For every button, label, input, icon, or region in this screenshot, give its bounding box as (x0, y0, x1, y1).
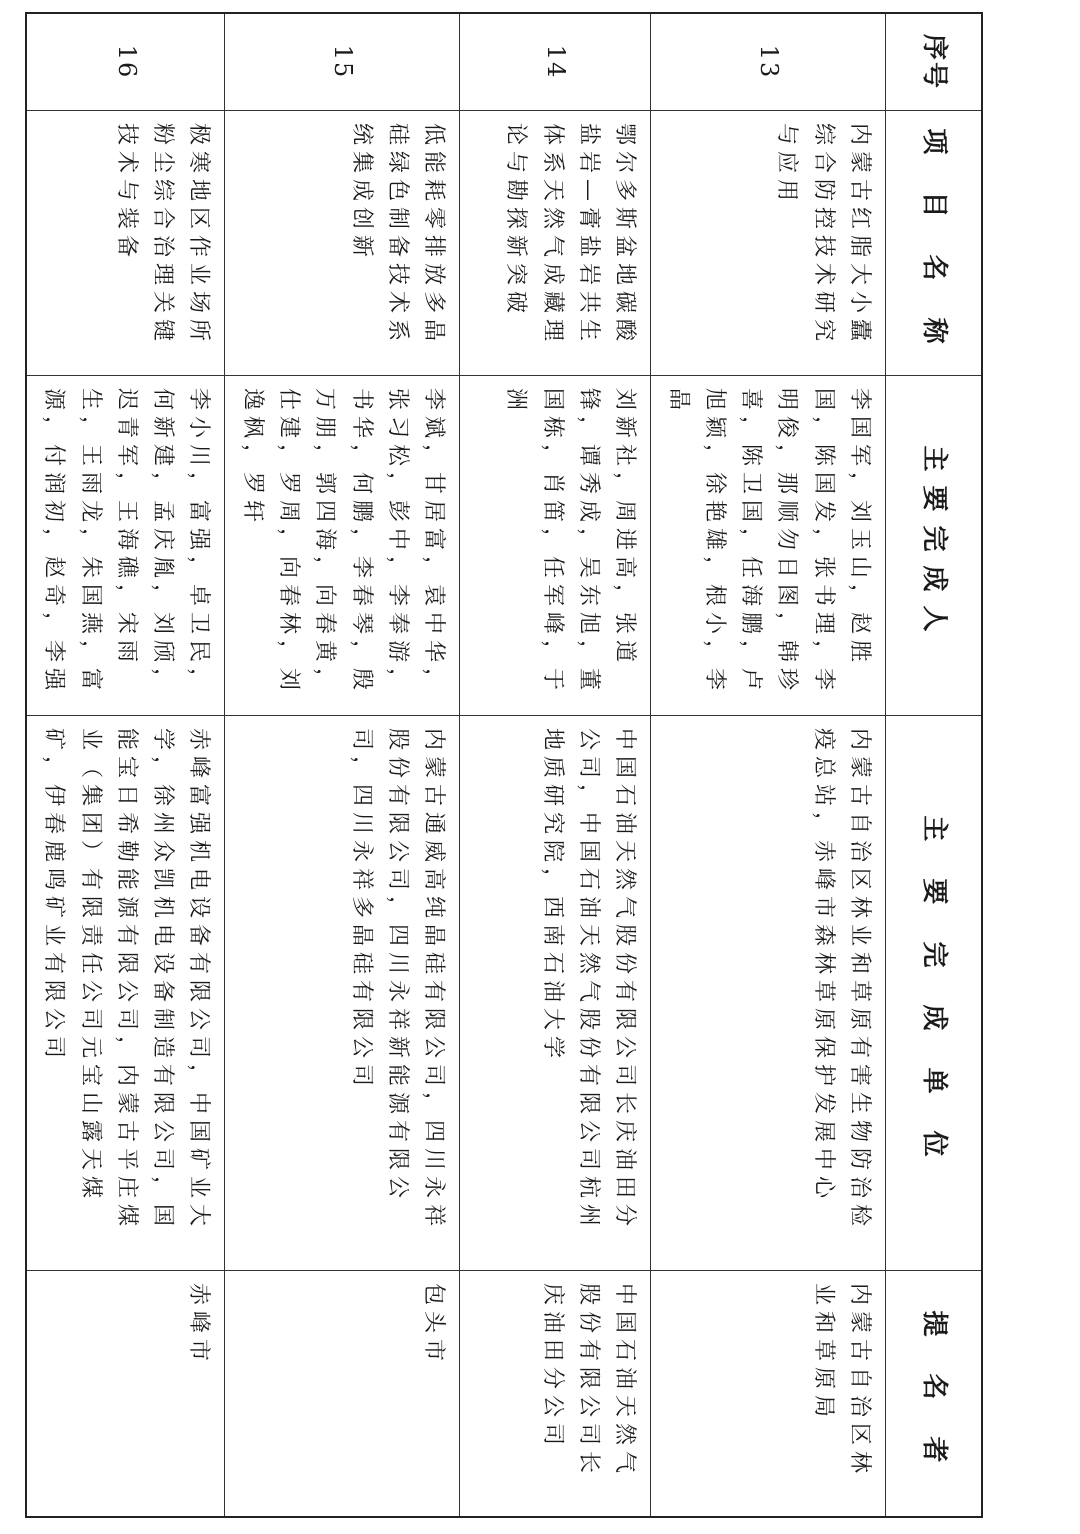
row-nominator: 赤峰市 (186, 1283, 212, 1368)
row-main-units: 中国石油天然气股份有限公司长庆油田分公司，中国石油天然气股份有限公司杭州地质研究院，西南石油大学 (459, 716, 650, 1271)
header-main-people: 主要完成人 (885, 376, 981, 716)
row-seq: 16 (27, 14, 224, 111)
header-seq: 序号 (885, 14, 981, 111)
award-table (25, 12, 983, 1518)
award-table-page (25, 12, 983, 1518)
row-seq: 13 (650, 14, 885, 111)
row-project-name: 内蒙古红脂大小蠹综合防控技术研究与应用 (650, 111, 885, 376)
row-nominator: 包头市 (224, 1271, 459, 1516)
row-main-people: 刘新社，周进高，张道锋，谭秀成，吴东旭，董国栋，肖笛，任军峰，于洲 (459, 376, 650, 716)
row-main-people: 李小川，富强，卓卫民，何新建，孟庆胤，刘颀，迟青军，王海礁，宋雨生，王雨龙，朱国燕，富源，付润初，赵奇，李强 (27, 376, 224, 716)
header-main-units: 主 要 完 成 单 位 (885, 716, 981, 1271)
row-nominator: 中国石油天然气股份有限公司长庆油田分公司 (459, 1271, 650, 1516)
row-main-units: 赤峰富强机电设备有限公司，中国矿业大学，徐州众凯机电设备制造有限公司，国能宝日希勒能源有限公司，内蒙古平庄煤业（集团）有限责任公司元宝山露天煤矿，伊春鹿鸣矿业有限公司 (27, 716, 224, 1271)
header-project-name: 项 目 名 称 (885, 111, 981, 376)
row-project-name: 极寒地区作业场所粉尘综合治理关键技术与装备 (27, 111, 224, 376)
row-main-people: 李国军，刘玉山，赵胜国，陈国发，张书理，李明俊，那顺勿日图，韩珍喜，陈卫国，任海鹏，卢旭颖，徐艳雄，根小，李晶 (650, 376, 885, 716)
row-project-name: 低能耗零排放多晶硅绿色制备技术系统集成创新 (224, 111, 459, 376)
row-nominator: 内蒙古自治区林业和草原局 (650, 1271, 885, 1516)
header-nominator: 提 名 者 (885, 1271, 981, 1516)
row-project-name: 鄂尔多斯盆地碳酸盐岩—膏盐岩共生体系天然气成藏理论与勘探新突破 (459, 111, 650, 376)
row-main-units: 内蒙古通威高纯晶硅有限公司，四川永祥股份有限公司，四川永祥新能源有限公司，四川永祥多晶硅有限公司 (224, 716, 459, 1271)
row-seq: 14 (459, 14, 650, 111)
row-main-people: 李斌，甘居富，袁中华，张习松，彭中，李奉游，书华，何鹏，李春琴，殷万朋，郭四海，向春黄，仕建，罗周，向春林，刘逸枫，罗轩 (224, 376, 459, 716)
row-seq: 15 (224, 14, 459, 111)
row-main-units: 内蒙古自治区林业和草原有害生物防治检疫总站，赤峰市森林草原保护发展中心 (650, 716, 885, 1271)
